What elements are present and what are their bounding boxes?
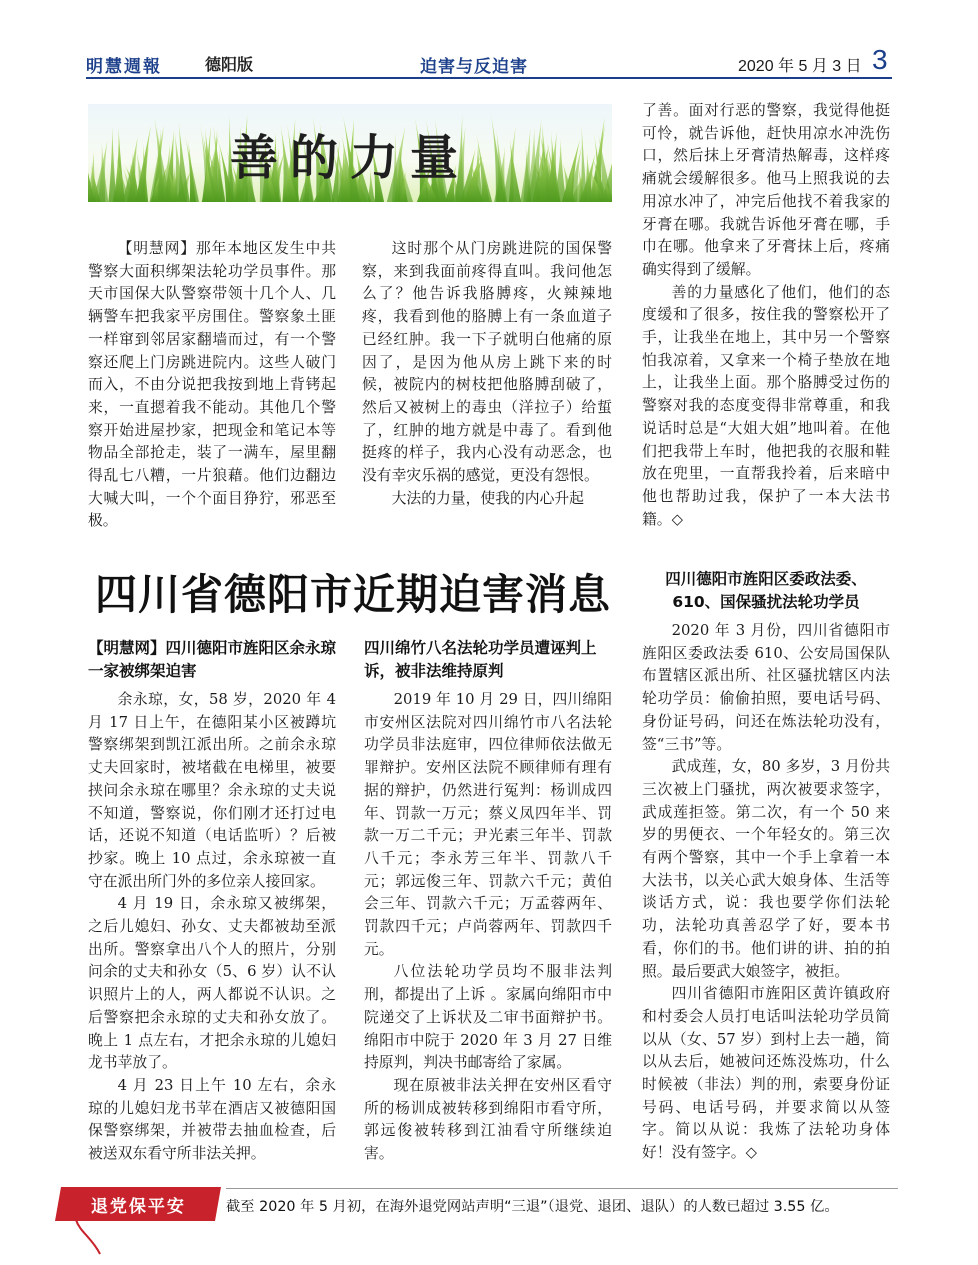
paragraph: 2020 年 3 月份，四川省德阳市旌阳区委政法委 610、公安局国保队布置辖区派出所、社区骚扰辖区内法轮功学员：偷偷拍照，要电话号码、身份证号码，问还在炼法轮功没有，签“三书”等。 xyxy=(642,622,890,753)
edition-label: 德阳版 xyxy=(205,55,254,74)
paragraph: 八位法轮功学员均不服非法判刑，都提出了上诉 。家属向绵阳市中院递交了上诉状及二审书面辩护书。绵阳市中院于 2020 年 3 月 27 日维持原判，判决书邮寄给了家属。 xyxy=(364,963,612,1072)
footer-text: 截至 2020 年 5 月初，在海外退党网站声明“三退”（退党、退团、退队）的人数已超过 3.55 亿。 xyxy=(226,1199,839,1215)
paragraph: 了善。面对行恶的警察，我觉得他挺可怜，就告诉他，赶快用凉水冲洗伤口，然后抹上牙膏清热解毒，这样疼痛就会缓解很多。他马上照我说的去用凉水冲了，冲完后他找不着我家的牙膏在哪。我就告诉他牙膏在哪，手巾在哪。他拿来了牙膏抹上后，疼痛确实得到了缓解。 xyxy=(642,102,890,278)
article-3 xyxy=(642,568,890,1165)
feature-banner xyxy=(88,104,612,202)
article-2 xyxy=(364,637,612,1166)
issue-date: 2020 年 5 月 3 日 xyxy=(738,58,862,75)
header-rule xyxy=(86,77,892,79)
footer-rule xyxy=(226,1188,898,1189)
news-headline: 四川省德阳市近期迫害消息 xyxy=(95,570,612,619)
footer-tag-label: 退党保平安 xyxy=(90,1196,186,1217)
paragraph: 现在原被非法关押在安州区看守所的杨训成被转移到绵阳市看守所，郭远俊被转移到江油看守所继续迫害。 xyxy=(364,1076,612,1163)
article-1 xyxy=(88,637,336,1166)
paper-name: 明慧週報 xyxy=(86,57,162,77)
paragraph: 2019 年 10 月 29 日，四川绵阳市安州区法院对四川绵竹市八名法轮功学员非法庭审，四位律师依法做无罪辩护。安州区法院不顾律师有理有据的辩护，仍然进行冤判：杨训成四年、罚款一万元；蔡义凤四年半、罚款一万二千元；尹光素三年半、罚款八千元；李永芳三年半、罚款八千元；郭远俊三年、罚款六千元；黄伯会三年、罚款六千元；万孟蓉两年、罚款四千元；卢尚蓉两年、罚款四千元。 xyxy=(364,691,612,958)
feature-column-2 xyxy=(362,238,612,510)
paragraph: 四川省德阳市旌阳区黄许镇政府和村委会人员打电话叫法轮功学员简以从（女、57 岁）到村上去一趟，简以从去后，她被问还炼没炼功，什么时候被（非法）判的刑，索要身份证号码、电话号码，并要求简以从签字。简以从说：我炼了法轮功身体好！没有签字。◇ xyxy=(642,985,890,1162)
paragraph: 武成莲，女，80 多岁，3 月份共三次被上门骚扰，两次被要求签字，武成莲拒签。第二次，有一个 50 来岁的男便衣、一个年轻女的。第三次有两个警察，其中一个手上拿着一本大法书，以关心武大娘身体、生活等谈话方式，说：我也要学你们法轮功，法轮功真善忍学了好，要本书看，你们的书。他们讲的讲、拍的拍照。最后要武大娘签字，被拒。 xyxy=(642,758,890,980)
article-1-title: 【明慧网】四川德阳市旌阳区余永琼一家被绑架迫害 xyxy=(88,639,337,680)
banner-title: 善的力量 xyxy=(229,129,470,186)
footer-tag xyxy=(55,1187,221,1221)
paragraph: 4 月 19 日，余永琼又被绑架，之后儿媳妇、孙女、丈夫都被劫至派出所。警察拿出八个人的照片，分别问余的丈夫和孙女（5、6 岁）认不认识照片上的人，两人都说不认识。之后警察把余永琼的丈夫和孙女放了。晚上 1 点左右，才把余永琼的儿媳妇龙书苹放了。 xyxy=(88,895,336,1072)
paragraph: 【明慧网】那年本地区发生中共警察大面积绑架法轮功学员事件。那天市国保大队警察带领十几个人、几辆警车把我家平房围住。警察象土匪一样窜到邻居家翻墙而过，有一个警察还爬上门房跳进院内。这些人破门而入，不由分说把我按到地上背铐起来，一直摁着我不能动。其他几个警察开始进屋抄家，把现金和笔记本等物品全部抢走，装了一满车，屋里翻得乱七八糟，一片狼藉。他们边翻边大喊大叫，一个个面目狰狞，邪恶至极。 xyxy=(88,240,336,530)
paragraph: 大法的力量，使我的内心升起 xyxy=(391,489,584,507)
article-3-title: 四川德阳市旌阳区委政法委、610、国保骚扰法轮功学员 xyxy=(665,570,867,611)
feature-column-1 xyxy=(88,238,336,533)
paragraph: 这时那个从门房跳进院的国保警察，来到我面前疼得直叫。我问他怎么了？他告诉我胳膊疼，火辣辣地疼，我看到他的胳膊上有一条血道子已经红肿。我一下子就明白他痛的原因了，是因为他从房上跳下来的时候，被院内的树枝把他胳膊刮破了，然后又被树上的毒虫（洋拉子）给蜇了，红肿的地方就是中毒了。看到他挺疼的样子，我内心没有动恶念，也没有幸灾乐祸的感觉，更没有怨恨。 xyxy=(362,240,612,485)
paragraph: 善的力量感化了他们，他们的态度缓和了很多，按住我的警察松开了手，让我坐在地上，其中另一个警察怕我凉着，又拿来一个椅子垫放在地上，让我坐上面。那个胳膊受过伤的警察对我的态度变得非常尊重，和我说话时总是“大姐大姐”地叫着。在他们把我带上车时，他把我的衣服和鞋放在兜里，一直帮我拎着，后来暗中他也帮助过我，保护了一本大法书籍。◇ xyxy=(642,283,890,528)
page-number: 3 xyxy=(872,44,888,75)
paragraph: 4 月 23 日上午 10 左右，余永琼的儿媳妇龙书苹在酒店又被德阳国保警察绑架，并被带去抽血检查，后被送双东看守所非法关押。 xyxy=(88,1076,336,1163)
section-title: 迫害与反迫害 xyxy=(420,57,528,77)
paragraph: 余永琼，女，58 岁，2020 年 4 月 17 日上午，在德阳某小区被蹲坑警察绑架到凯江派出所。之前余永琼丈夫回家时，被堵截在电梯里，被要挟问余永琼在哪里？余永琼的丈夫说不知道，警察说，你们刚才还打过电话，还说不知道（电话监听）？后被抄家。晚上 10 点过，余永琼被一直守在派出所门外的多位亲人接回家。 xyxy=(88,691,336,890)
article-2-title: 四川绵竹八名法轮功学员遭诬判上诉，被非法维持原判 xyxy=(364,639,597,680)
feature-column-3 xyxy=(642,100,890,531)
ribbon-tail-icon xyxy=(70,1218,110,1258)
